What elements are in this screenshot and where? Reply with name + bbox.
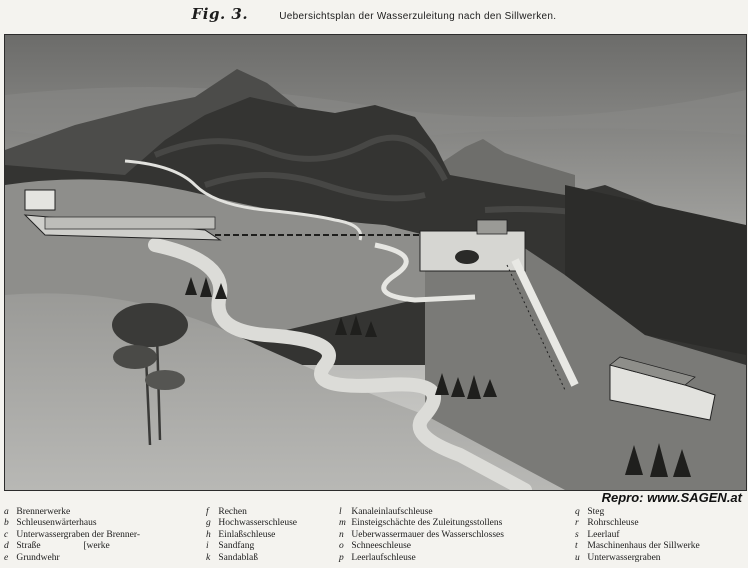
legend-item: u Unterwassergraben <box>575 552 661 563</box>
legend-item: e Grundwehr <box>4 552 60 563</box>
landscape-illustration <box>4 34 747 491</box>
legend-item: g Hochwasserschleuse <box>206 518 297 529</box>
legend-item: o Schneeschleuse <box>339 541 411 552</box>
legend-item: l Kanaleinlaufschleuse <box>339 507 433 517</box>
legend-item: r Rohrschleuse <box>575 518 639 529</box>
figure-title: Uebersichtsplan der Wasserzuleitung nach den Sillwerken. <box>279 11 557 22</box>
legend-item: k Sandablaß <box>206 552 258 563</box>
legend-item: i Sandfang <box>206 541 255 552</box>
legend <box>2 507 746 567</box>
legend-item: m Einsteigschächte des Zuleitungsstollens <box>339 518 503 529</box>
legend-item: t Maschinenhaus der Sillwerke <box>575 541 700 552</box>
legend-item: s Leerlauf <box>575 529 620 540</box>
legend-item: d Straße [werke <box>4 541 110 552</box>
figure-caption <box>0 4 748 24</box>
legend-column <box>339 507 504 564</box>
legend-column <box>575 507 700 564</box>
legend-item: q Steg <box>575 507 605 517</box>
legend-item: a Brennerwerke <box>4 507 71 517</box>
legend-column <box>4 507 140 564</box>
figure-number: Fig. 3. <box>191 5 249 23</box>
repro-watermark: Repro: www.SAGEN.at <box>601 490 742 505</box>
legend-item: c Unterwassergraben der Brenner- <box>4 529 140 540</box>
legend-item: f Rechen <box>206 507 247 517</box>
legend-item: p Leerlaufschleuse <box>339 552 416 563</box>
legend-item: h Einlaßschleuse <box>206 529 276 540</box>
legend-item: b Schleusenwärterhaus <box>4 518 97 529</box>
legend-item: n Ueberwassermauer des Wasserschlosses <box>339 529 504 540</box>
legend-column <box>206 507 297 564</box>
